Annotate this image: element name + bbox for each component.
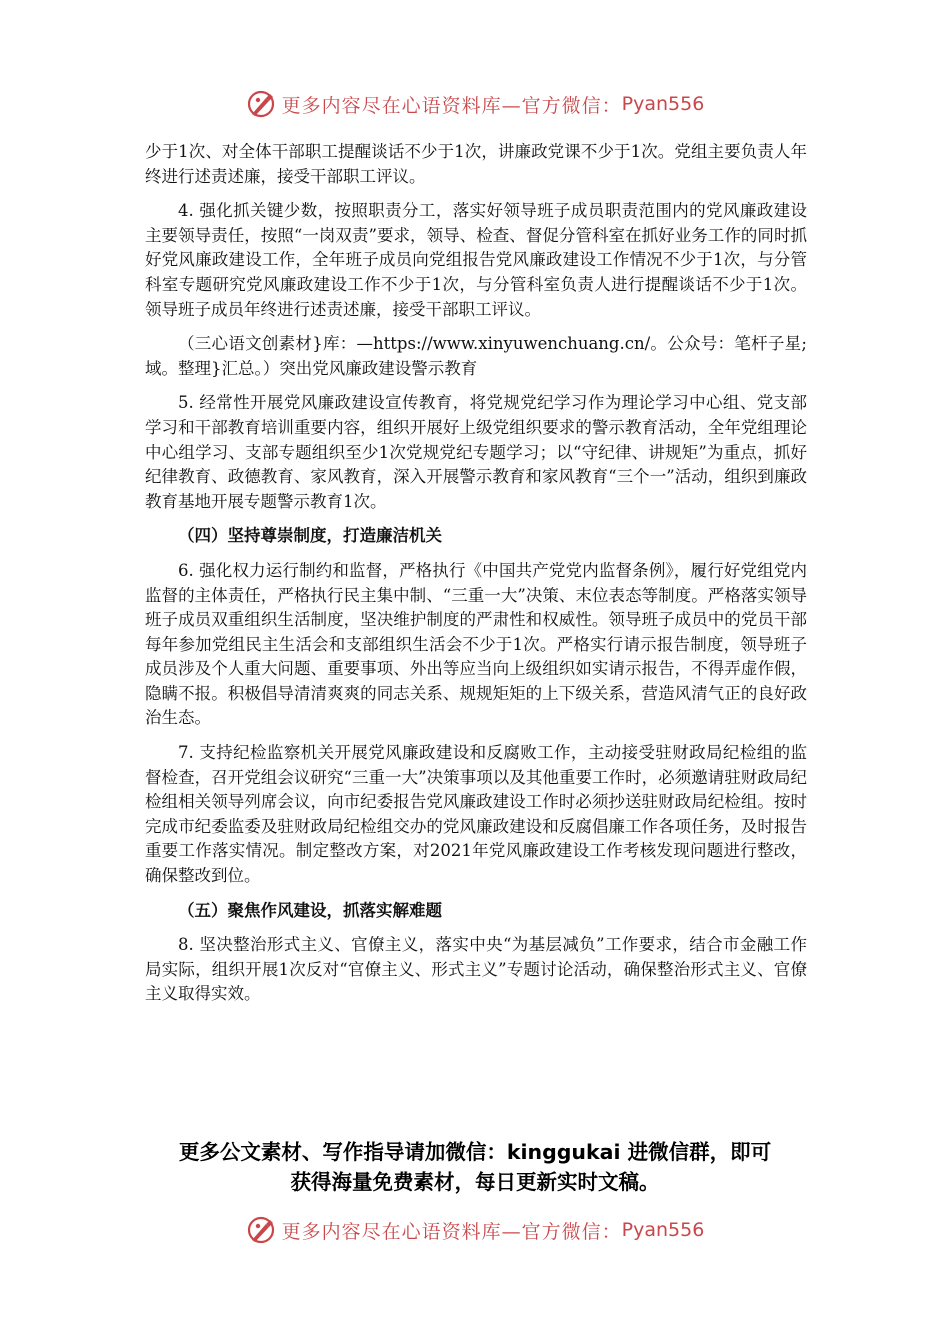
promo-notice (130, 1137, 820, 1197)
section-heading-5: （五）聚焦作风建设，抓落实解难题 (178, 900, 442, 920)
header-banner (0, 84, 950, 124)
paragraph-3: （三心语文创素材}库：—https://www.xinyuwenchuang.cn/。公众号：笔杆子星;域。整理}汇总。）突出党风廉政建设警示教育 (145, 334, 807, 378)
paragraph-1: 少于1次、对全体干部职工提醒谈话不少于1次，讲廉政党课不少于1次。党组主要负责人年终进行述责述廉，接受干部职工评议。 (145, 142, 807, 186)
header-banner-code: Pyan556 (621, 93, 705, 115)
section-heading-4: （四）坚持尊崇制度，打造廉洁机关 (178, 526, 442, 546)
footer-banner-text: 更多内容尽在心语资料库—官方微信： (281, 1220, 622, 1243)
paragraph-2: 4. 强化抓关键少数，按照职责分工，落实好领导班子成员职责范围内的党风廉政建设主要领导责任，按照“一岗双责”要求，领导、检查、督促分管科室在抓好业务工作的同时抓好党风廉政建设工作，全年班子成员向党组报告党风廉政建设工作情况不少于1次，与分管科室专题研究党风廉政建设工作不少于1次，与分管科室负责人进行提醒谈话不少于1次。领导班子成员年终进行述责述廉，接受干部职工评议。 (145, 201, 807, 319)
paragraph-8: 8. 坚决整治形式主义、官僚主义，落实中央“为基层减负”工作要求，结合市金融工作局实际，组织开展1次反对“官僚主义、形式主义”专题讨论活动，确保整治形式主义、官僚主义取得实效。 (145, 935, 807, 1004)
promo-line-1: 更多公文素材、写作指导请加微信：kinggukai 进微信群，即可 (178, 1140, 772, 1164)
header-banner-text: 更多内容尽在心语资料库—官方微信： (281, 94, 622, 117)
paragraph-6: 6. 强化权力运行制约和监督，严格执行《中国共产党党内监督条例》，履行好党组党内监督的主体责任，严格执行民主集中制、“三重一大”决策、末位表态等制度。严格落实领导班子成员双重组织生活制度，坚决维护制度的严肃性和权威性。领导班子成员中的党员干部每年参加党组民主生活会和支部组织生活会不少于1次。严格实行请示报告制度，领导班子成员涉及个人重大问题、重要事项、外出等应当向上级组织如实请示报告，不得弄虚作假，隐瞒不报。积极倡导清清爽爽的同志关系、规规矩矩的上下级关系，营造风清气正的良好政治生态。 (145, 560, 807, 728)
footer-banner (0, 1210, 950, 1250)
footer-banner-code: Pyan556 (621, 1219, 705, 1241)
pen-logo-icon (246, 1215, 276, 1245)
pen-logo-icon (246, 89, 276, 119)
paragraph-7: 7. 支持纪检监察机关开展党风廉政建设和反腐败工作，主动接受驻财政局纪检组的监督检查，召开党组会议研究“三重一大”决策事项以及其他重要工作时，必须邀请驻财政局纪检组相关领导列席会议，向市纪委报告党风廉政建设工作时必须抄送驻财政局纪检组。按时完成市纪委监委及驻财政局纪检组交办的党风廉政建设和反腐倡廉工作各项任务，及时报告重要工作落实情况。制定整改方案，对2021年党风廉政建设工作考核发现问题进行整改，确保整改到位。 (145, 743, 807, 886)
promo-line-2: 获得海量免费素材，每日更新实时文稿。 (290, 1170, 660, 1194)
document-body (145, 140, 807, 1017)
paragraph-4: 5. 经常性开展党风廉政建设宣传教育，将党规党纪学习作为理论学习中心组、党支部学习和干部教育培训重要内容，组织开展好上级党组织要求的警示教育活动，全年党组理论中心组学习、支部专题组织至少1次党规党纪专题学习；以“守纪律、讲规矩”为重点，抓好纪律教育、政德教育、家风教育，深入开展警示教育和家风教育“三个一”活动，组织到廉政教育基地开展专题警示教育1次。 (145, 393, 807, 511)
